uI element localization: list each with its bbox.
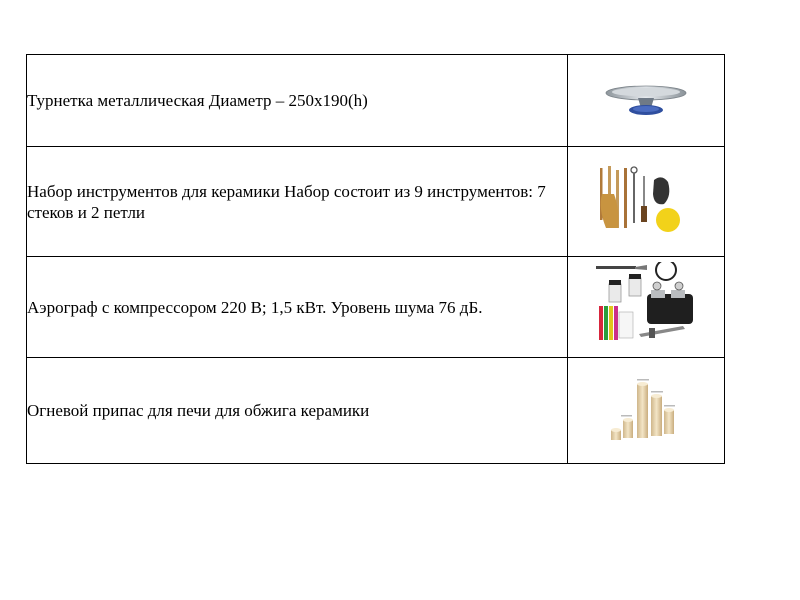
item-image-cell <box>568 147 725 257</box>
ceramic-tools-icon <box>596 162 696 242</box>
product-table <box>26 54 725 464</box>
table-row <box>27 358 725 464</box>
table-row <box>27 257 725 358</box>
item-description: Набор инструментов для керамики Набор состоит из 9 инструментов: 7 стеков и 2 петли <box>27 147 568 257</box>
table-row <box>27 147 725 257</box>
item-description: Турнетка металлическая Диаметр – 250х190(h) <box>27 55 568 147</box>
turntable-icon <box>601 81 691 121</box>
kiln-furniture-icon <box>601 376 691 446</box>
item-image-cell <box>568 257 725 358</box>
item-description: Аэрограф с компрессором 220 В; 1,5 кВт. Уровень шума 76 дБ. <box>27 257 568 358</box>
table-row <box>27 55 725 147</box>
item-description: Огневой припас для печи для обжига керамики <box>27 358 568 464</box>
item-image-cell <box>568 358 725 464</box>
airbrush-compressor-icon <box>591 262 701 352</box>
item-image-cell <box>568 55 725 147</box>
